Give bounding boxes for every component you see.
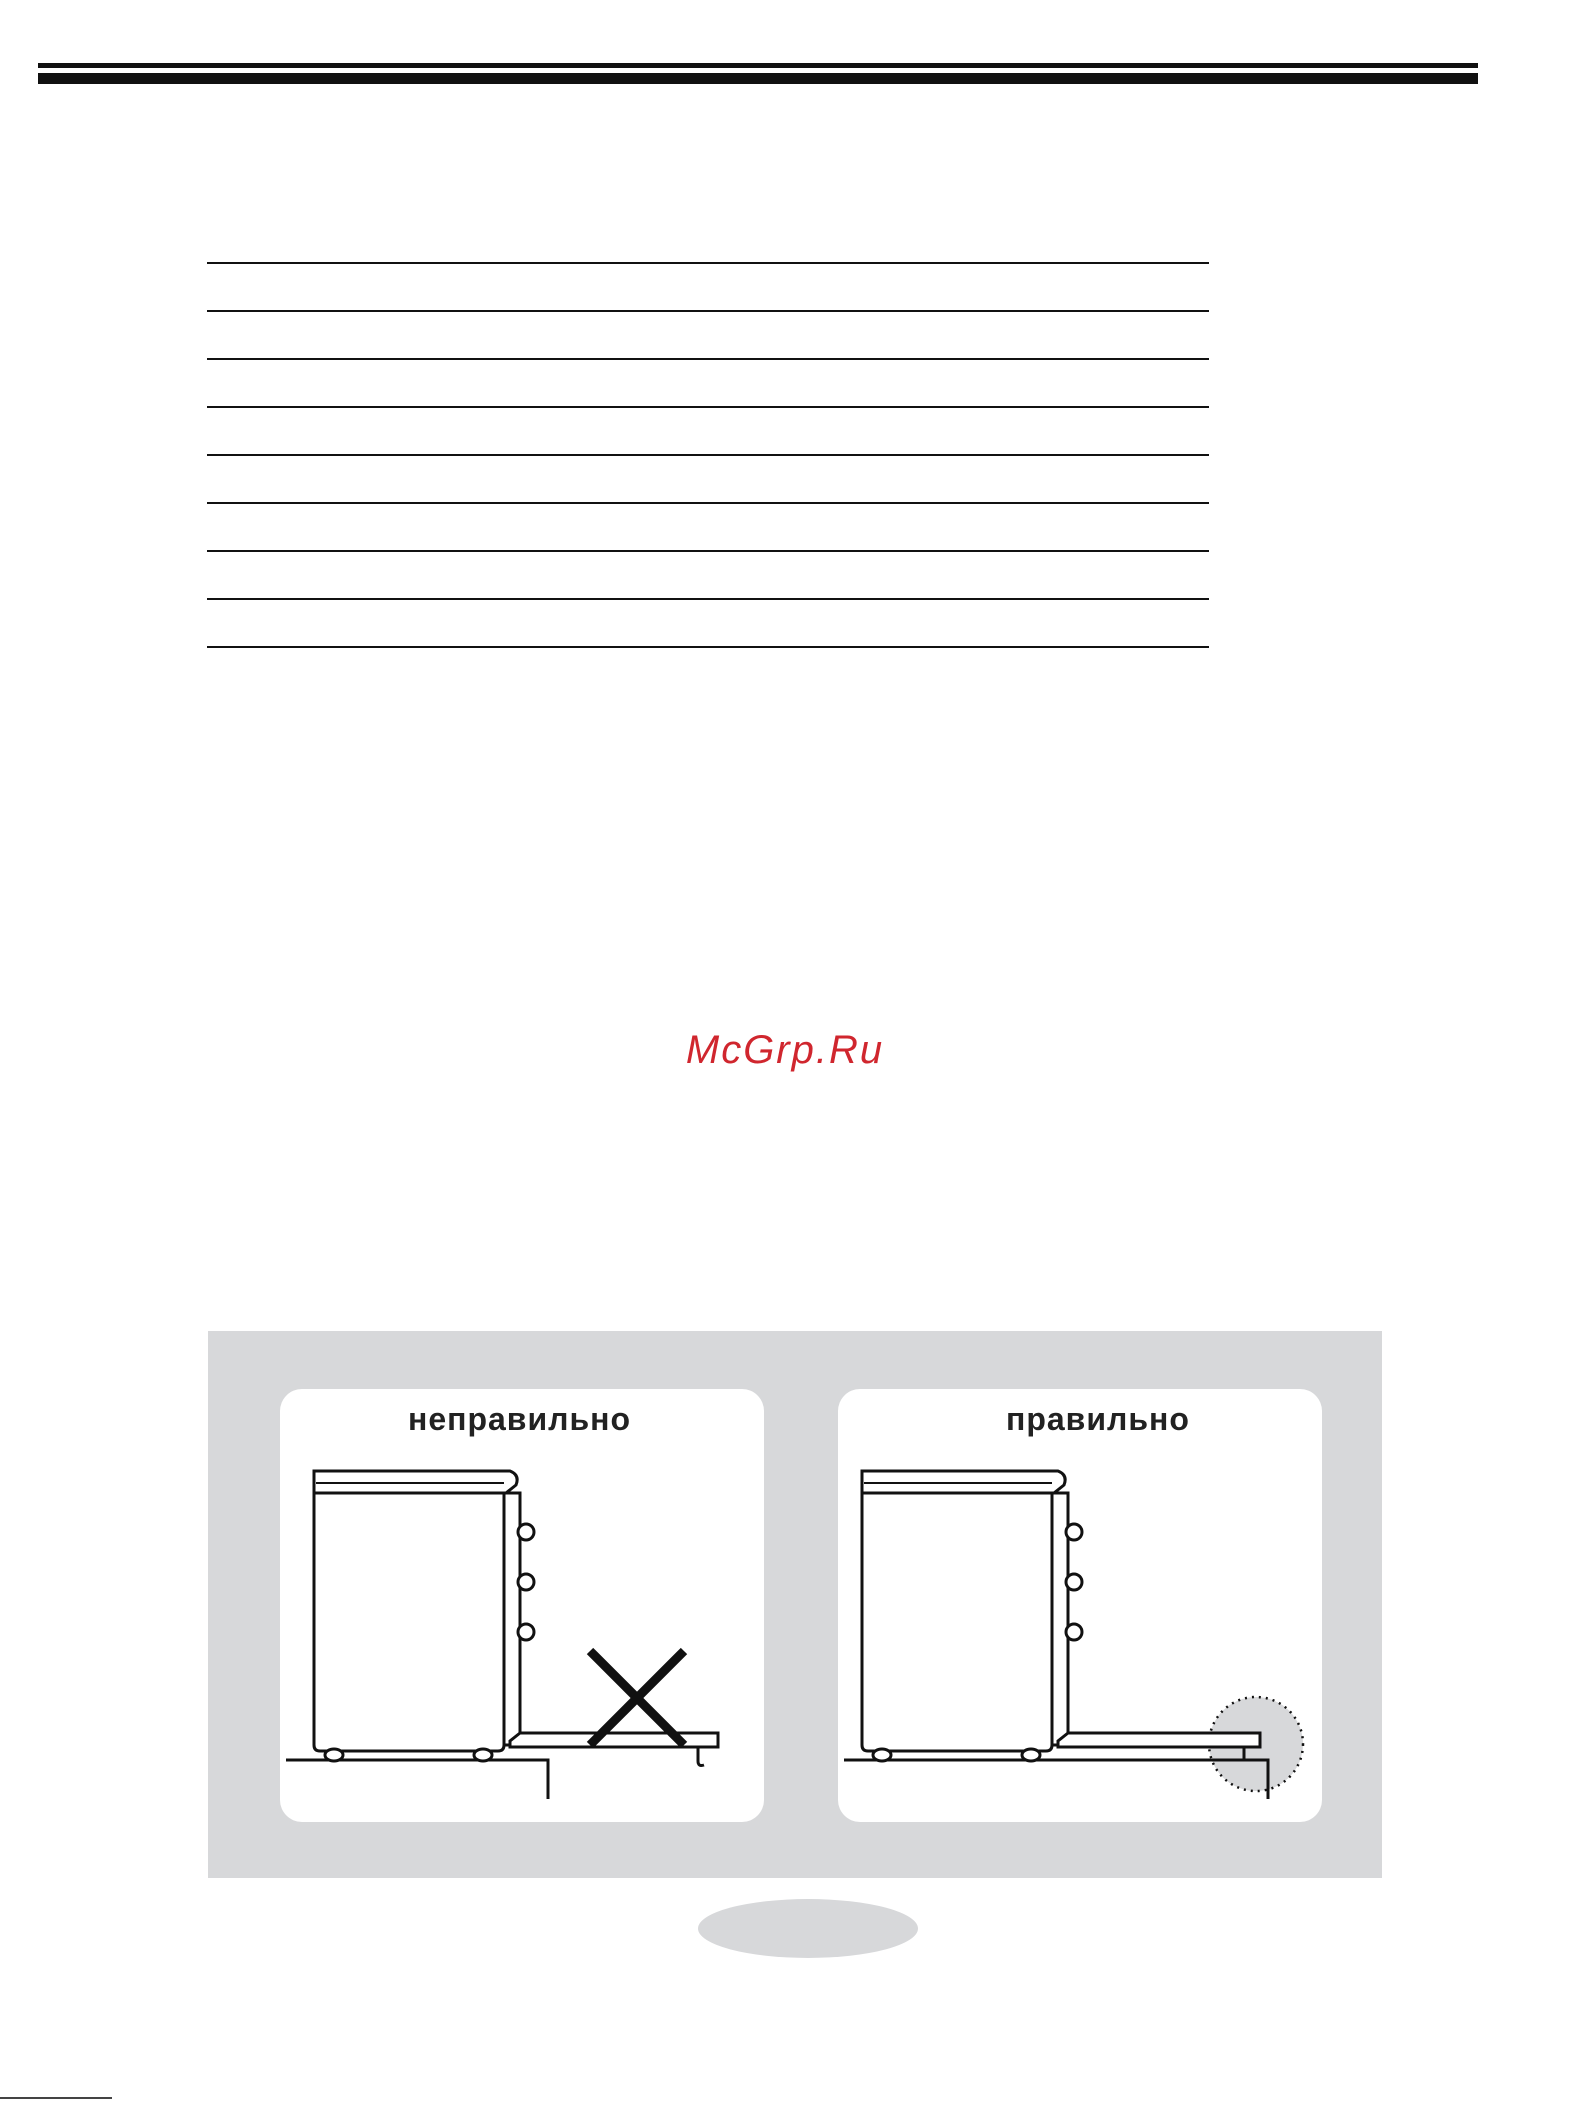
table-rule bbox=[207, 406, 1209, 408]
table-rule bbox=[207, 310, 1209, 312]
table-rule bbox=[207, 598, 1209, 600]
cross-icon bbox=[590, 1651, 684, 1745]
placement-figure bbox=[208, 1331, 1382, 1878]
correct-placement-card bbox=[838, 1389, 1322, 1822]
knob-icon bbox=[518, 1574, 534, 1590]
table-rule bbox=[207, 502, 1209, 504]
table-rule bbox=[207, 262, 1209, 264]
ruled-table bbox=[207, 262, 1209, 652]
incorrect-label: неправильно bbox=[408, 1401, 632, 1437]
knob-icon bbox=[1066, 1524, 1082, 1540]
knob-icon bbox=[1066, 1574, 1082, 1590]
correct-label: правильно bbox=[1006, 1401, 1190, 1437]
table-rule bbox=[207, 358, 1209, 360]
incorrect-placement-illustration bbox=[280, 1389, 764, 1822]
correct-placement-illustration bbox=[838, 1389, 1322, 1822]
table-rule bbox=[207, 646, 1209, 648]
footer-rule bbox=[0, 2097, 112, 2099]
incorrect-placement-card bbox=[280, 1389, 764, 1822]
page-number-oval bbox=[698, 1899, 918, 1958]
header-rule-thin bbox=[38, 63, 1478, 68]
knob-icon bbox=[518, 1524, 534, 1540]
header-rule-thick bbox=[38, 73, 1478, 84]
knob-icon bbox=[518, 1624, 534, 1640]
table-rule bbox=[207, 550, 1209, 552]
table-rule bbox=[207, 454, 1209, 456]
watermark: McGrp.Ru bbox=[685, 1028, 885, 1072]
knob-icon bbox=[1066, 1624, 1082, 1640]
